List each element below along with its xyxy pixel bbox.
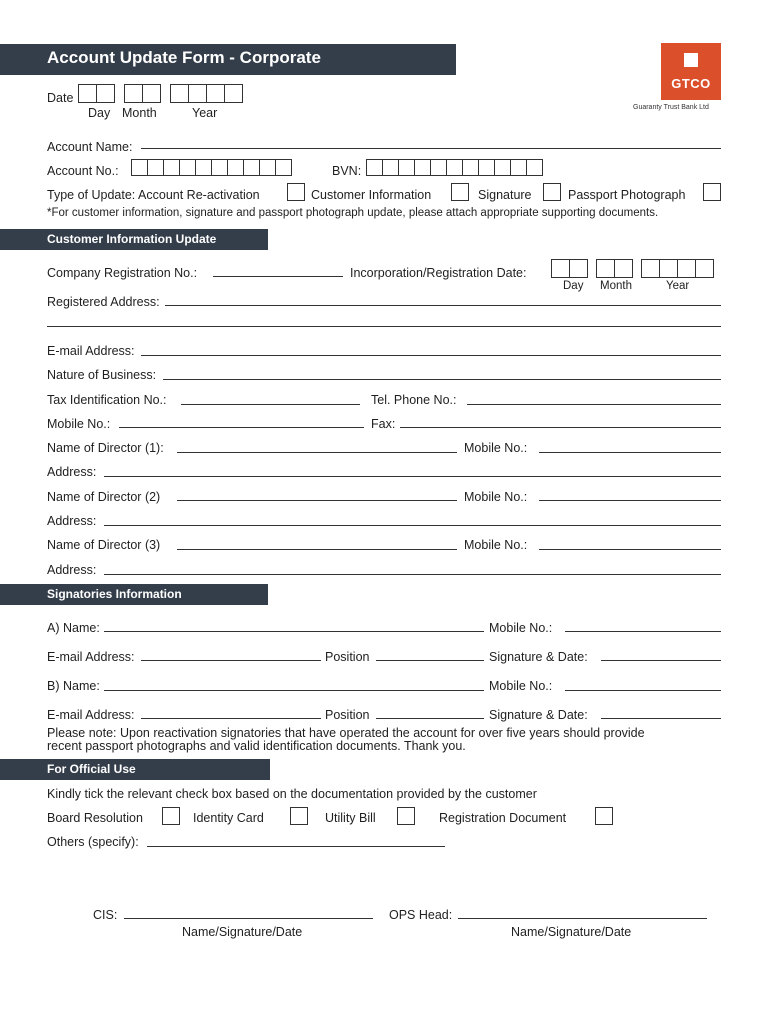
form-title-bar bbox=[0, 44, 456, 75]
bank-tagline: Guaranty Trust Bank Ltd bbox=[633, 104, 709, 111]
director3-address-label: Address: bbox=[47, 563, 97, 577]
bvn-label: BVN: bbox=[332, 164, 362, 178]
bvn-cells[interactable] bbox=[366, 159, 542, 176]
date-day-caption: Day bbox=[88, 106, 111, 120]
director2-mobile-label: Mobile No.: bbox=[464, 490, 528, 504]
nature-field[interactable] bbox=[163, 379, 721, 380]
director3-label: Name of Director (3) bbox=[47, 538, 161, 552]
incorp-day-caption: Day bbox=[563, 280, 584, 292]
registered-address-field-2[interactable] bbox=[47, 326, 721, 327]
passport-checkbox[interactable] bbox=[703, 183, 721, 201]
identity-card-label: Identity Card bbox=[193, 811, 264, 825]
mobile-label: Mobile No.: bbox=[47, 417, 111, 431]
board-resolution-checkbox[interactable] bbox=[162, 807, 180, 825]
director1-address-field[interactable] bbox=[104, 476, 721, 477]
signatory-a-position-field[interactable] bbox=[376, 660, 484, 661]
director3-mobile-label: Mobile No.: bbox=[464, 538, 528, 552]
incorp-year-caption: Year bbox=[666, 280, 690, 292]
others-field[interactable] bbox=[147, 846, 445, 847]
official-section-title: For Official Use bbox=[47, 762, 136, 776]
signatory-a-mobile-field[interactable] bbox=[565, 631, 721, 632]
company-reg-label: Company Registration No.: bbox=[47, 266, 198, 280]
customer-info-checkbox[interactable] bbox=[451, 183, 469, 201]
official-section-bar bbox=[0, 759, 270, 780]
signatory-a-email-field[interactable] bbox=[141, 660, 321, 661]
director2-label: Name of Director (2) bbox=[47, 490, 161, 504]
account-no-label: Account No.: bbox=[47, 164, 119, 178]
email-label: E-mail Address: bbox=[47, 344, 135, 358]
signature-checkbox[interactable] bbox=[543, 183, 561, 201]
date-day-cells[interactable] bbox=[78, 84, 114, 103]
signatory-a-sigdate-label: Signature & Date: bbox=[489, 650, 588, 664]
incorp-month-cells[interactable] bbox=[596, 259, 632, 278]
signatory-b-name-label: B) Name: bbox=[47, 679, 100, 693]
director3-field[interactable] bbox=[177, 549, 457, 550]
tax-id-field[interactable] bbox=[181, 404, 360, 405]
customer-info-label: Customer Information bbox=[311, 188, 432, 202]
registered-address-field[interactable] bbox=[165, 305, 721, 306]
signatory-a-name-label: A) Name: bbox=[47, 621, 100, 635]
date-month-cells[interactable] bbox=[124, 84, 160, 103]
signatory-b-position-field[interactable] bbox=[376, 718, 484, 719]
director2-address-field[interactable] bbox=[104, 525, 721, 526]
attachment-note: *For customer information, signature and passport photograph update, please attach appropriate supporting documents. bbox=[47, 207, 659, 219]
signatories-section-bar bbox=[0, 584, 268, 605]
director1-address-label: Address: bbox=[47, 465, 97, 479]
customer-section-bar bbox=[0, 229, 268, 250]
director3-address-field[interactable] bbox=[104, 574, 721, 575]
signatory-b-position-label: Position bbox=[325, 708, 370, 722]
signatory-b-mobile-field[interactable] bbox=[565, 690, 721, 691]
utility-bill-checkbox[interactable] bbox=[397, 807, 415, 825]
nature-label: Nature of Business: bbox=[47, 368, 157, 382]
cis-caption: Name/Signature/Date bbox=[182, 925, 303, 939]
utility-bill-label: Utility Bill bbox=[325, 811, 376, 825]
tax-id-label: Tax Identification No.: bbox=[47, 393, 167, 407]
passport-label: Passport Photograph bbox=[568, 188, 686, 202]
registration-document-checkbox[interactable] bbox=[595, 807, 613, 825]
date-year-cells[interactable] bbox=[170, 84, 242, 103]
tel-label: Tel. Phone No.: bbox=[371, 393, 457, 407]
company-reg-field[interactable] bbox=[213, 276, 343, 277]
director1-mobile-label: Mobile No.: bbox=[464, 441, 528, 455]
director1-field[interactable] bbox=[177, 452, 457, 453]
director3-mobile-field[interactable] bbox=[539, 549, 721, 550]
account-no-cells[interactable] bbox=[131, 159, 291, 176]
incorp-month-caption: Month bbox=[600, 280, 632, 292]
signatory-a-sigdate-field[interactable] bbox=[601, 660, 721, 661]
registered-address-label: Registered Address: bbox=[47, 295, 160, 309]
update-type-label: Type of Update: Account Re-activation bbox=[47, 188, 260, 202]
director2-address-label: Address: bbox=[47, 514, 97, 528]
fax-label: Fax: bbox=[371, 417, 396, 431]
board-resolution-label: Board Resolution bbox=[47, 811, 143, 825]
signatories-section-title: Signatories Information bbox=[47, 587, 182, 601]
reactivation-checkbox[interactable] bbox=[287, 183, 305, 201]
incorp-day-cells[interactable] bbox=[551, 259, 587, 278]
cis-field[interactable] bbox=[124, 918, 373, 919]
account-name-label: Account Name: bbox=[47, 140, 133, 154]
signature-label: Signature bbox=[478, 188, 532, 202]
incorp-year-cells[interactable] bbox=[641, 259, 713, 278]
signatory-a-mobile-label: Mobile No.: bbox=[489, 621, 553, 635]
date-month-caption: Month bbox=[122, 106, 157, 120]
logo-text: GTCO bbox=[671, 76, 711, 91]
director1-label: Name of Director (1): bbox=[47, 441, 164, 455]
fax-field[interactable] bbox=[400, 427, 721, 428]
signatory-b-name-field[interactable] bbox=[104, 690, 484, 691]
director2-mobile-field[interactable] bbox=[539, 500, 721, 501]
mobile-field[interactable] bbox=[119, 427, 364, 428]
signatory-a-name-field[interactable] bbox=[104, 631, 484, 632]
signatory-a-email-label: E-mail Address: bbox=[47, 650, 135, 664]
identity-card-checkbox[interactable] bbox=[290, 807, 308, 825]
cis-label: CIS: bbox=[93, 908, 118, 922]
date-year-caption: Year bbox=[192, 106, 218, 120]
incorp-date-label: Incorporation/Registration Date: bbox=[350, 266, 527, 280]
signatory-a-position-label: Position bbox=[325, 650, 370, 664]
gtco-logo bbox=[661, 43, 721, 100]
signatory-b-sigdate-field[interactable] bbox=[601, 718, 721, 719]
official-instruction: Kindly tick the relevant check box based on the documentation provided by the customer bbox=[47, 787, 537, 801]
tel-field[interactable] bbox=[467, 404, 721, 405]
ops-head-label: OPS Head: bbox=[389, 908, 453, 922]
signatories-note-line2: recent passport photographs and valid identification documents. Thank you. bbox=[47, 739, 466, 753]
registration-document-label: Registration Document bbox=[439, 811, 567, 825]
director2-field[interactable] bbox=[177, 500, 457, 501]
signatory-b-sigdate-label: Signature & Date: bbox=[489, 708, 588, 722]
account-name-field[interactable] bbox=[141, 148, 721, 149]
signatory-b-email-field[interactable] bbox=[141, 718, 321, 719]
date-label: Date bbox=[47, 91, 74, 105]
director1-mobile-field[interactable] bbox=[539, 452, 721, 453]
signatories-note-line1: Please note: Upon reactivation signatories that have operated the account for over five years should provide bbox=[47, 726, 645, 740]
email-field[interactable] bbox=[141, 355, 721, 356]
signatory-b-mobile-label: Mobile No.: bbox=[489, 679, 553, 693]
signatory-b-email-label: E-mail Address: bbox=[47, 708, 135, 722]
form-title: Account Update Form - Corporate bbox=[47, 48, 321, 67]
logo-square-icon bbox=[684, 53, 698, 67]
customer-section-title: Customer Information Update bbox=[47, 232, 217, 246]
others-label: Others (specify): bbox=[47, 835, 139, 849]
ops-caption: Name/Signature/Date bbox=[511, 925, 632, 939]
ops-head-field[interactable] bbox=[458, 918, 707, 919]
